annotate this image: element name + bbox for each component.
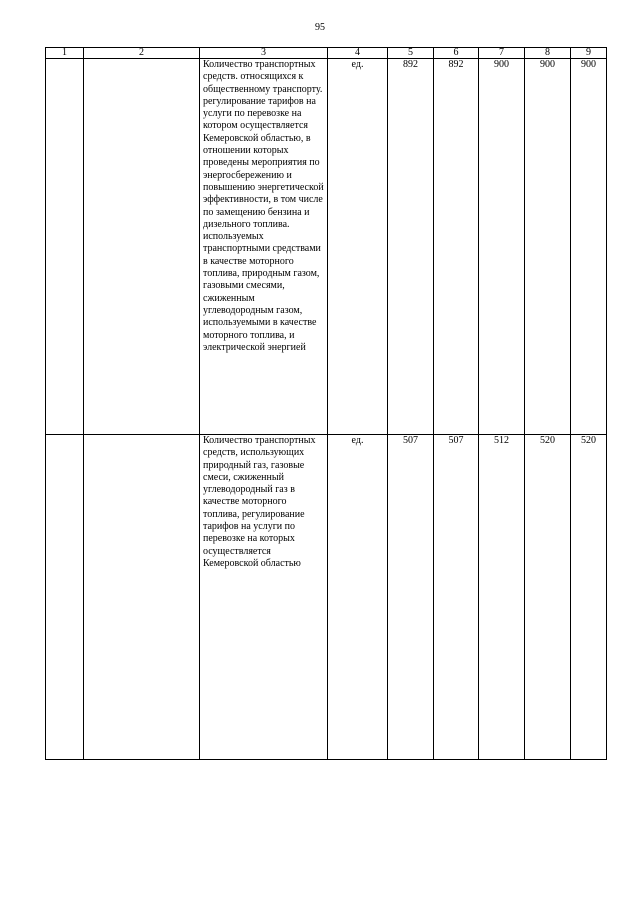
table-row	[46, 435, 607, 760]
column-header: 7	[479, 48, 525, 59]
column-header: 6	[434, 48, 479, 59]
indicator-name-cell: Количество транспортных средств. относящихся к общественному транспорту. регулирование тарифов на услуги по перевозке на котором осуществляется Кемеровской областью, в отношении которых проведены мероприятия по энергосбережению и повышению энергетической эффективности, в том числе по замещению бензина и дизельного топлива. используемых транспортными средствами в качестве моторного топлива, природным газом, газовыми смесями, сжиженным углеводородным газом, используемыми в качестве моторного топлива, и электрической энергией	[200, 59, 328, 435]
value-cell: 900	[571, 59, 607, 435]
column-header: 2	[84, 48, 200, 59]
value-cell: 512	[479, 435, 525, 760]
goal-cell	[84, 59, 200, 435]
value-cell: 892	[388, 59, 434, 435]
row-number-cell	[46, 435, 84, 760]
value-cell: 900	[525, 59, 571, 435]
unit-cell: ед.	[328, 59, 388, 435]
table-row	[46, 59, 607, 435]
indicator-name-cell: Количество транспортных средств, использующих природный газ, газовые смеси, сжиженный углеводородный газ в качестве моторного топлива, регулирование тарифов на услуги по перевозке на которых осуществляется Кемеровской областью	[200, 435, 328, 760]
column-header: 8	[525, 48, 571, 59]
column-header: 1	[46, 48, 84, 59]
indicators-table	[45, 47, 607, 760]
page-number: 95	[315, 22, 325, 33]
value-cell: 892	[434, 59, 479, 435]
value-cell: 507	[434, 435, 479, 760]
value-cell: 520	[571, 435, 607, 760]
column-number-row	[46, 48, 607, 59]
value-cell: 520	[525, 435, 571, 760]
column-header: 5	[388, 48, 434, 59]
column-header: 4	[328, 48, 388, 59]
row-number-cell	[46, 59, 84, 435]
value-cell: 507	[388, 435, 434, 760]
column-header: 9	[571, 48, 607, 59]
value-cell: 900	[479, 59, 525, 435]
unit-cell: ед.	[328, 435, 388, 760]
goal-cell	[84, 435, 200, 760]
column-header: 3	[200, 48, 328, 59]
